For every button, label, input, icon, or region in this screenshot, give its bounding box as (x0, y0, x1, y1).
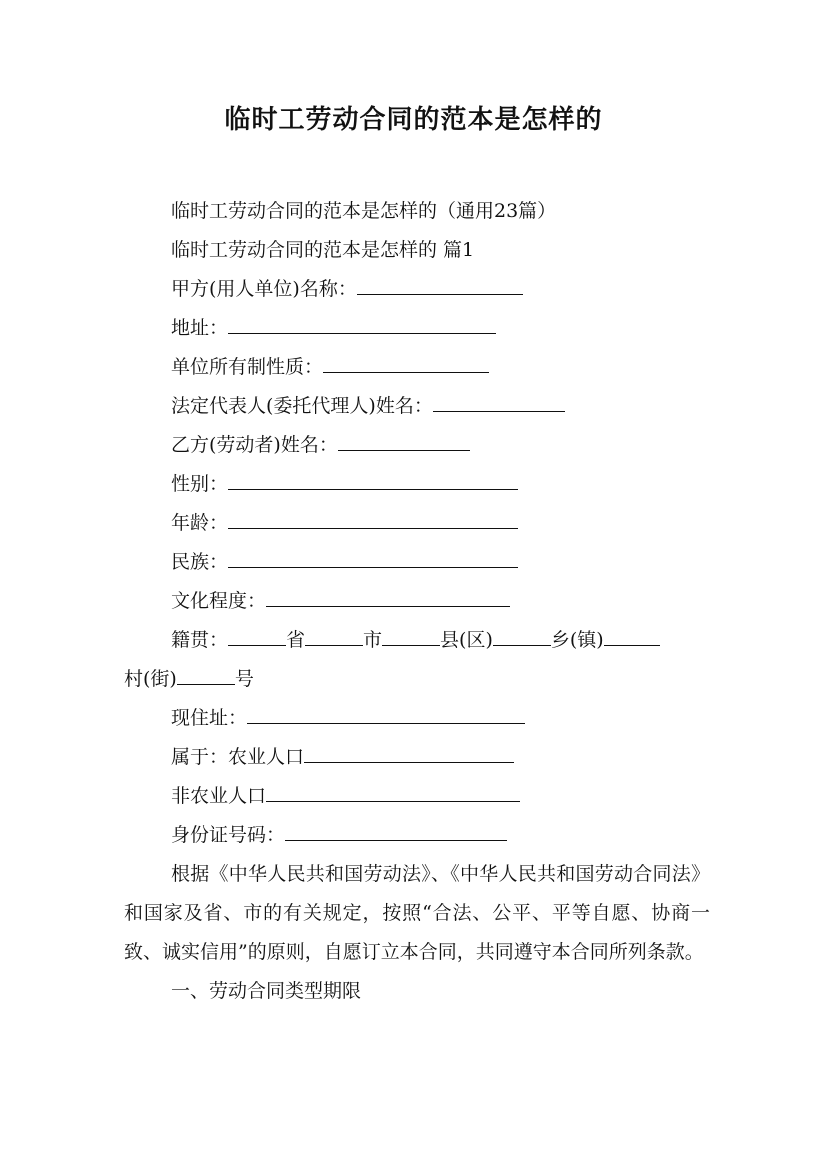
village-row (124, 660, 710, 699)
current-address-label: 现住址： (171, 707, 248, 729)
non-agri-row (124, 777, 710, 816)
non-agri-label: 非农业人口 (171, 785, 267, 807)
employee-name-blank[interactable] (338, 426, 470, 451)
employer-name-blank[interactable] (357, 270, 523, 295)
legal-rep-row (124, 387, 710, 426)
id-number-row (124, 816, 710, 855)
address-row (124, 309, 710, 348)
document-title: 临时工劳动合同的范本是怎样的 (224, 105, 603, 135)
ownership-label: 单位所有制性质： (171, 356, 324, 378)
age-label: 年龄： (171, 512, 229, 534)
employee-name-label: 乙方(劳动者)姓名： (171, 434, 338, 456)
employee-name-row (124, 426, 710, 465)
province-blank[interactable] (228, 621, 286, 646)
gender-label: 性别： (171, 473, 229, 495)
ethnicity-label: 民族： (171, 551, 229, 573)
belongs-to-row (124, 738, 710, 777)
ethnicity-row (124, 543, 710, 582)
ethnicity-blank[interactable] (228, 543, 518, 568)
section-heading: 临时工劳动合同的范本是怎样的 篇1 (171, 239, 475, 261)
document-body (124, 192, 710, 1011)
education-row (124, 582, 710, 621)
subtitle-line: 临时工劳动合同的范本是怎样的（通用23篇） (171, 200, 557, 222)
address-label: 地址： (171, 317, 229, 339)
county-blank[interactable] (382, 621, 440, 646)
township-blank[interactable] (493, 621, 551, 646)
education-blank[interactable] (266, 582, 510, 607)
number-blank[interactable] (177, 660, 235, 685)
clause-1-heading: 一、劳动合同类型期限 (171, 980, 362, 1002)
agri-blank[interactable] (304, 738, 514, 763)
age-blank[interactable] (228, 504, 518, 529)
number-label: 号 (234, 668, 254, 690)
ownership-row (124, 348, 710, 387)
legal-rep-label: 法定代表人(委托代理人)姓名： (171, 395, 433, 417)
city-label: 市 (363, 629, 383, 651)
gender-row (124, 465, 710, 504)
belongs-to-label: 属于：农业人口 (171, 746, 305, 768)
preamble-paragraph: 根据《中华人民共和国劳动法》、《中华人民共和国劳动合同法》和国家及省、市的有关规定，按照“合法、公平、平等自愿、协商一致、诚实信用”的原则，自愿订立本合同，共同遵守本合同所列条款。 (124, 863, 710, 963)
employer-name-label: 甲方(用人单位)名称： (171, 278, 357, 300)
village-label: 村(街) (124, 668, 177, 690)
current-address-blank[interactable] (247, 699, 525, 724)
age-row (124, 504, 710, 543)
village-blank[interactable] (604, 621, 660, 646)
native-place-label: 籍贯： (171, 629, 229, 651)
county-label: 县(区) (440, 629, 493, 651)
current-address-row (124, 699, 710, 738)
employer-name-row (124, 270, 710, 309)
city-blank[interactable] (305, 621, 363, 646)
ownership-blank[interactable] (323, 348, 489, 373)
province-label: 省 (286, 629, 306, 651)
address-blank[interactable] (228, 309, 496, 334)
education-label: 文化程度： (171, 590, 267, 612)
native-place-row (124, 621, 710, 660)
id-number-label: 身份证号码： (171, 824, 286, 846)
legal-rep-blank[interactable] (433, 387, 565, 412)
id-number-blank[interactable] (285, 816, 507, 841)
non-agri-blank[interactable] (266, 777, 520, 802)
township-label: 乡(镇) (550, 629, 604, 651)
gender-blank[interactable] (228, 465, 518, 490)
